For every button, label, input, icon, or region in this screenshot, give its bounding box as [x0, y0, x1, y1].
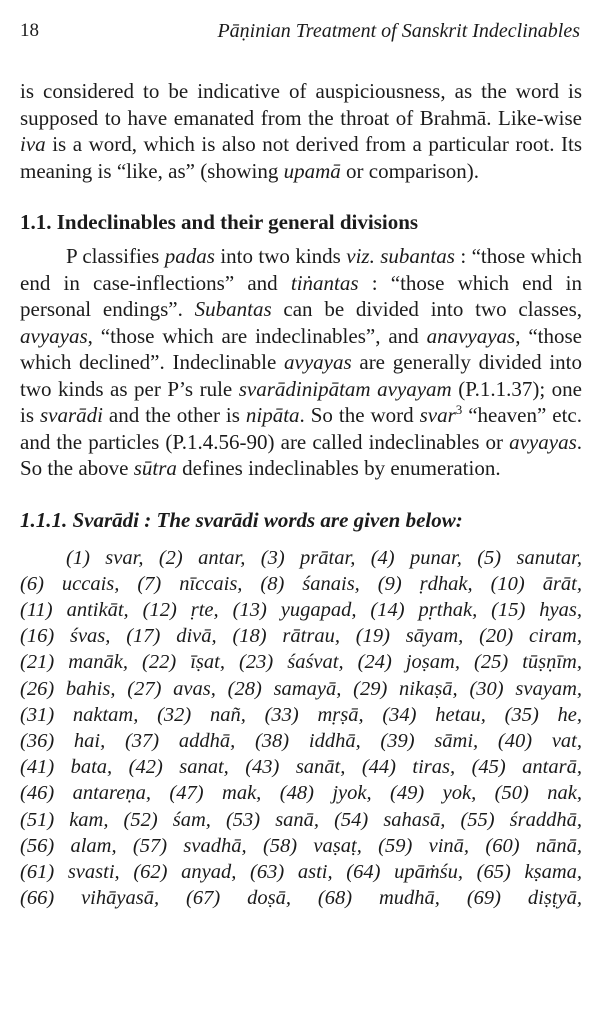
text-run: can be divided into two classes, — [271, 297, 582, 321]
italic-term: avyayas — [509, 429, 577, 454]
text-run: P classifies — [66, 244, 165, 268]
list-line: (26) bahis, (27) avas, (28) samayā, (29) nikaṣā, (30) svayam, — [20, 677, 582, 700]
italic-term: tiṅantas — [290, 270, 359, 295]
italic-term: avyayas — [284, 350, 352, 374]
italic-term: padas — [164, 244, 215, 268]
intro-paragraph — [20, 78, 582, 184]
book-page — [20, 16, 582, 911]
page-number: 18 — [20, 20, 39, 41]
text-run: are generally divided into two kinds as per P’s rule — [20, 350, 582, 401]
page-header — [20, 16, 582, 50]
text-run: defines indeclinables by enumeration. — [176, 456, 501, 480]
list-line: (11) antikāt, (12) ṛte, (13) yugapad, (14) pṛthak, (15) hyas, — [20, 598, 582, 621]
list-line: (51) kam, (52) śam, (53) sanā, (54) sahasā, (55) śraddhā, — [20, 808, 582, 831]
italic-term: Subantas — [194, 297, 272, 321]
italic-term: svar — [419, 403, 456, 427]
section-heading-1-1: 1.1. Indeclinables and their general divisions — [20, 210, 419, 234]
text-run: “heaven” etc. and the particles (P.1.4.56-90) are called indeclinables or — [20, 403, 582, 454]
text-run: : “those which end in case-inflections” and — [20, 244, 582, 295]
text-run: . So the above — [20, 429, 582, 480]
italic-term: avyayas — [20, 323, 88, 348]
text-run: , “those which are indeclinables”, and — [87, 323, 427, 348]
italic-term: viz. subantas — [346, 244, 455, 268]
text-run: and the other is — [102, 403, 246, 427]
list-line: (61) svasti, (62) anyad, (63) asti, (64) upāṁśu, (65) kṣama, — [20, 860, 582, 883]
italic-term: nipāta — [245, 403, 300, 427]
list-line: (16) śvas, (17) divā, (18) rātrau, (19) sāyam, (20) ciram, — [20, 625, 582, 648]
text-run: . So the word — [299, 403, 420, 427]
italic-term: iva — [20, 132, 46, 156]
footnote-marker[interactable]: 3 — [455, 402, 463, 417]
list-line: (6) uccais, (7) nīccais, (8) śanais, (9) ṛdhak, (10) ārāt, — [20, 572, 582, 595]
list-line: (21) manāk, (22) īṣat, (23) śaśvat, (24) joṣam, (25) tūṣṇīm, — [20, 651, 582, 674]
list-line: (36) hai, (37) addhā, (38) iddhā, (39) sāmi, (40) vat, — [20, 729, 582, 752]
italic-term: sūtra — [133, 456, 177, 480]
list-line: (56) alam, (57) svadhā, (58) vaṣaṭ, (59) vinā, (60) nānā, — [20, 834, 582, 857]
list-line: (1) svar, (2) antar, (3) prātar, (4) punar, (5) sanutar, — [66, 546, 582, 569]
svaradi-word-list — [20, 545, 582, 912]
text-run: is a word, which is also not derived from a particular root. Its meaning is “like, as” (showing — [20, 132, 582, 183]
text-run: or comparison). — [340, 158, 479, 183]
list-line: (31) naktam, (32) nañ, (33) mṛṣā, (34) hetau, (35) he, — [20, 703, 582, 726]
text-run: (P.1.1.37); one is — [20, 376, 582, 427]
italic-term: anavyayas — [426, 323, 516, 348]
section-1-1-paragraph — [20, 243, 582, 482]
text-run: into two kinds — [214, 244, 347, 268]
italic-term: upamā — [283, 158, 341, 183]
list-line: (66) vihāyasā, (67) doṣā, (68) mudhā, (69) diṣṭyā, — [20, 887, 582, 910]
section-heading-1-1-1: 1.1.1. Svarādi : The svarādi words are given below: — [20, 507, 463, 532]
list-line: (41) bata, (42) sanat, (43) sanāt, (44) tiras, (45) antarā, — [20, 756, 582, 779]
running-title: Pāṇinian Treatment of Sanskrit Indeclinables — [217, 20, 580, 42]
italic-term: svarādi — [39, 403, 103, 427]
text-run: , “those which declined”. Indeclinable — [20, 323, 582, 374]
text-run: : “those which end in personal endings”. — [20, 270, 582, 321]
text-run: is considered to be indicative of auspiciousness, as the word is supposed to have emanated from the throat of Brahmā. Like-wise — [20, 79, 582, 130]
list-line: (46) antareṇa, (47) mak, (48) jyok, (49) yok, (50) nak, — [20, 782, 582, 805]
italic-term: svarādinipātam avyayam — [238, 376, 452, 401]
